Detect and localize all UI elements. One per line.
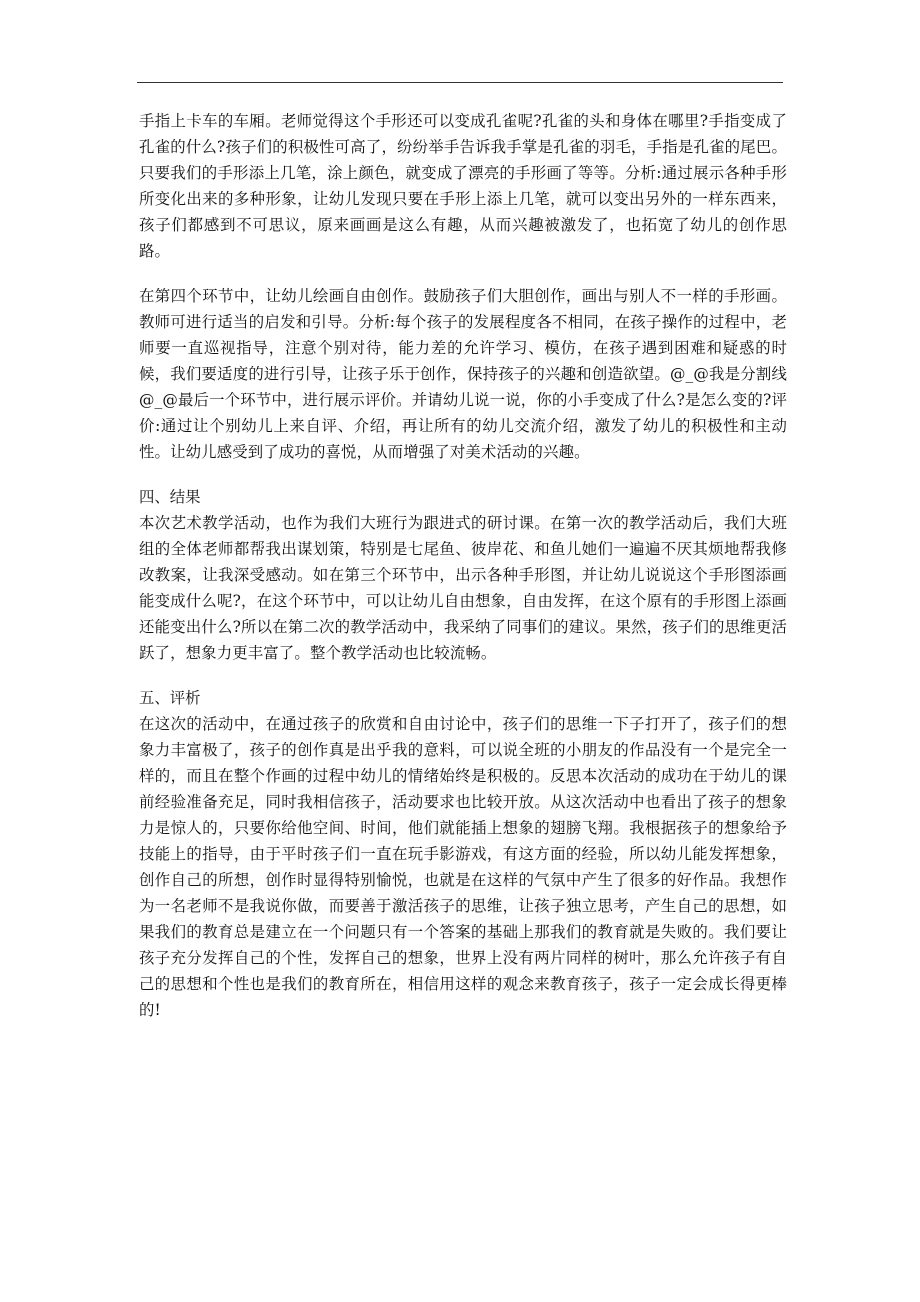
section-heading-analysis: 五、评析 [139,689,201,707]
document-body [139,108,787,1023]
paragraph-results: 本次艺术教学活动，也作为我们大班行为跟进式的研讨课。在第一次的教学活动后，我们大班组的全体老师都帮我出谋划策，特别是七尾鱼、彼岸花、和鱼儿她们一遍遍不厌其烦地帮我修改教案，让我深受感动。如在第三个环节中，出示各种手形图，并让幼儿说说这个手形图添画能变成什么呢?，在这个环节中，可以让幼儿自由想象，自由发挥，在这个原有的手形图上添画还能变出什么?所以在第二次的教学活动中，我采纳了同事们的建议。果然，孩子们的思维更活跃了，想象力更丰富了。整个教学活动也比较流畅。 [139,514,787,662]
section-heading-results: 四、结果 [139,488,201,506]
paragraph-fourth-stage: 在第四个环节中，让幼儿绘画自由创作。鼓励孩子们大胆创作，画出与别人不一样的手形画。教师可进行适当的启发和引导。分析:每个孩子的发展程度各不相同，在孩子操作的过程中，老师要一直巡视指导，注意个别对待，能力差的允许学习、模仿，在孩子遇到困难和疑惑的时候，我们要适度的进行引导，让孩子乐于创作，保持孩子的兴趣和创造欲望。@_@我是分割线@_@最后一个环节中，进行展示评价。并请幼儿说一说，你的小手变成了什么?是怎么变的?评价:通过让个别幼儿上来自评、介绍，再让所有的幼儿交流介绍，激发了幼儿的积极性和主动性。让幼儿感受到了成功的喜悦，从而增强了对美术活动的兴趣。 [139,287,787,461]
paragraph-hand-shape-transformation: 手指上卡车的车厢。老师觉得这个手形还可以变成孔雀呢?孔雀的头和身体在哪里?手指变成了孔雀的什么?孩子们的积极性可高了，纷纷举手告诉我手掌是孔雀的羽毛，手指是孔雀的尾巴。只要我们的手形添上几笔，涂上颜色，就变成了漂亮的手形画了等等。分析:通过展示各种手形所变化出来的多种形象，让幼儿发现只要在手形上添上几笔，就可以变出另外的一样东西来，孩子们都感到不可思议，原来画画是这么有趣，从而兴趣被激发了，也拓宽了幼儿的创作思路。 [139,112,787,260]
header-divider [137,82,783,83]
paragraph-analysis: 在这次的活动中，在通过孩子的欣赏和自由讨论中，孩子们的思维一下子打开了，孩子们的想象力丰富极了，孩子的创作真是出乎我的意料，可以说全班的小朋友的作品没有一个是完全一样的，而且在整个作画的过程中幼儿的情绪始终是积极的。反思本次活动的成功在于幼儿的课前经验准备充足，同时我相信孩子，活动要求也比较开放。从这次活动中也看出了孩子的想象力是惊人的，只要你给他空间、时间，他们就能插上想象的翅膀飞翔。我根据孩子的想象给予技能上的指导，由于平时孩子们一直在玩手影游戏，有这方面的经验，所以幼儿能发挥想象，创作自己的所想，创作时显得特别愉悦，也就是在这样的气氛中产生了很多的好作品。我想作为一名老师不是我说你做，而要善于激活孩子的思维，让孩子独立思考，产生自己的思想，如果我们的教育总是建立在一个问题只有一个答案的基础上那我们的教育就是失败的。我们要让孩子充分发挥自己的个性，发挥自己的想象，世界上没有两片同样的树叶，那么允许孩子有自己的思想和个性也是我们的教育所在，相信用这样的观念来教育孩子，孩子一定会成长得更棒的! [139,715,787,1019]
